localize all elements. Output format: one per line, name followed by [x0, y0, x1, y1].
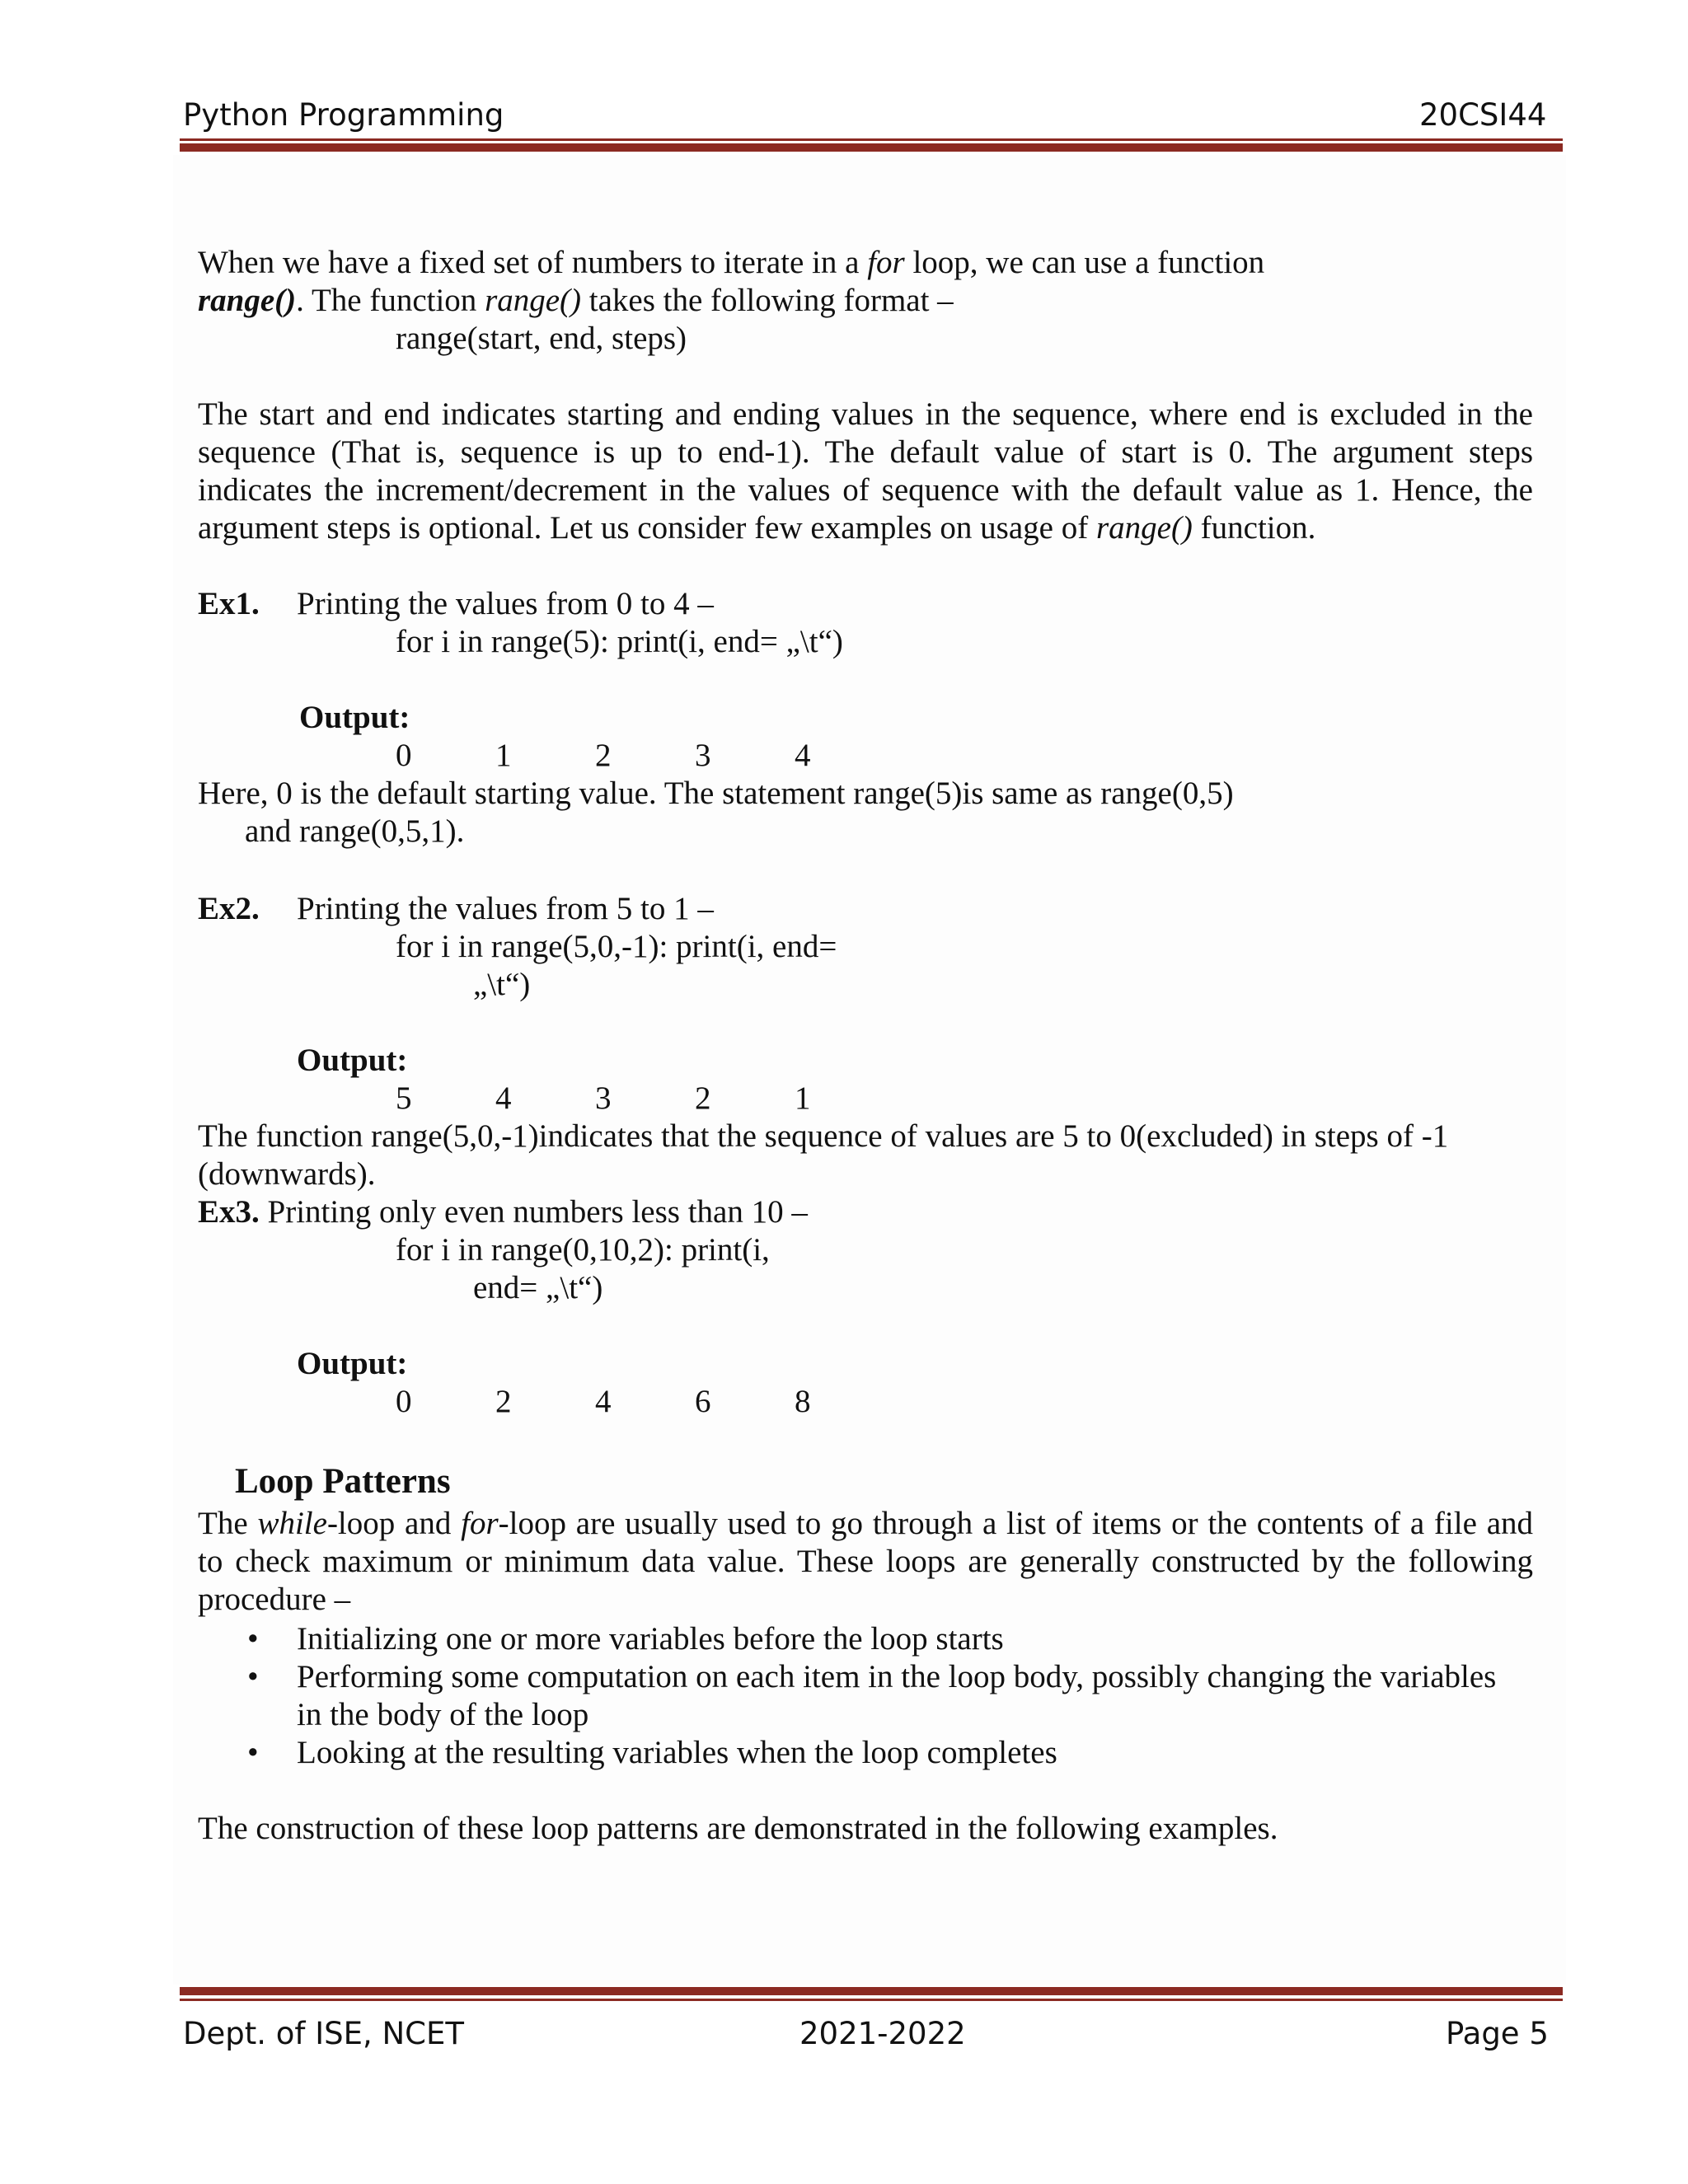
ex1-output: [396, 737, 894, 775]
output-value: 1: [795, 1080, 811, 1116]
output-value: 5: [396, 1080, 412, 1116]
ex2-title: Printing the values from 5 to 1 –: [297, 891, 714, 926]
closing-line: The construction of these loop patterns are demonstrated in the following examples.: [198, 1811, 1278, 1846]
footer-year: 2021-2022: [799, 2016, 966, 2051]
header-course-code: 20CSI44: [1419, 97, 1547, 133]
ex1-note-1: Here, 0 is the default starting value. The statement range(5)is same as range(0,5): [198, 776, 1234, 811]
ex3-code-1: for i in range(0,10,2): print(i,: [396, 1232, 770, 1268]
output-value: 4: [495, 1080, 512, 1116]
ex1-note-2: and range(0,5,1).: [245, 813, 465, 849]
header-title: Python Programming: [183, 97, 504, 133]
footer-page-number: Page 5: [1446, 2016, 1549, 2051]
header-rule-thin: [180, 138, 1563, 141]
bullet-icon: •: [247, 1621, 259, 1657]
ex2-output-label: Output:: [297, 1043, 408, 1078]
ex2-output: [396, 1080, 894, 1118]
ex2-code-1: for i in range(5,0,-1): print(i, end=: [396, 929, 837, 964]
output-value: 0: [396, 738, 412, 773]
output-value: 4: [795, 738, 811, 773]
footer-rule: [180, 1987, 1563, 1995]
ex3-output: [396, 1383, 894, 1421]
output-value: 6: [695, 1384, 711, 1419]
ex1-output-label: Output:: [299, 700, 410, 735]
intro-line-2: range(). The function range() takes the following format –: [198, 283, 954, 318]
ex2-label: Ex2.: [198, 891, 260, 926]
output-value: 2: [495, 1384, 512, 1419]
lp-line-3: procedure –: [198, 1582, 351, 1617]
para-line-2: sequence (That is, sequence is up to end-1). The default value of start is 0. The argument steps: [198, 434, 1533, 470]
ex2-note-2: (downwards).: [198, 1156, 376, 1192]
bullet-icon: •: [247, 1735, 259, 1770]
footer-rule-thin: [180, 1999, 1563, 2001]
section-heading: Loop Patterns: [235, 1462, 451, 1501]
ex2-code-2: „\t“): [473, 967, 531, 1002]
header-rule: [180, 143, 1563, 152]
output-value: 2: [695, 1080, 711, 1116]
ex1-title: Printing the values from 0 to 4 –: [297, 586, 714, 621]
para-line-4: argument steps is optional. Let us consider few examples on usage of range() function.: [198, 510, 1316, 546]
bullet-item-2: Performing some computation on each item in the loop body, possibly changing the variables: [297, 1659, 1497, 1694]
range-format: range(start, end, steps): [396, 321, 687, 356]
ex1-label: Ex1.: [198, 586, 260, 621]
output-value: 3: [695, 738, 711, 773]
ex3-code-2: end= „\t“): [473, 1270, 603, 1305]
output-value: 2: [595, 738, 612, 773]
ex2-note-1: The function range(5,0,-1)indicates that the sequence of values are 5 to 0(excluded) in steps of -1: [198, 1118, 1449, 1154]
output-value: 0: [396, 1384, 412, 1419]
lp-line-2: to check maximum or minimum data value. These loops are generally constructed by the following: [198, 1544, 1533, 1579]
lp-line-1: The while-loop and for-loop are usually used to go through a list of items or the contents of a file and: [198, 1506, 1533, 1541]
bullet-item-1: Initializing one or more variables before the loop starts: [297, 1621, 1004, 1657]
ex3-output-label: Output:: [297, 1346, 408, 1381]
para-line-3: indicates the increment/decrement in the values of sequence with the default value as 1. Hence, the: [198, 472, 1533, 508]
ex3-line: Ex3. Printing only even numbers less than 10 –: [198, 1194, 808, 1230]
output-value: 4: [595, 1384, 612, 1419]
bullet-item-3: Looking at the resulting variables when the loop completes: [297, 1735, 1057, 1770]
footer-dept: Dept. of ISE, NCET: [183, 2016, 464, 2051]
intro-line-1: When we have a fixed set of numbers to iterate in a for loop, we can use a function: [198, 245, 1265, 280]
para-line-1: The start and end indicates starting and ending values in the sequence, where end is excluded in the: [198, 396, 1533, 432]
output-value: 3: [595, 1080, 612, 1116]
output-value: 8: [795, 1384, 811, 1419]
output-value: 1: [495, 738, 512, 773]
bullet-item-2-cont: in the body of the loop: [297, 1697, 589, 1732]
bullet-icon: •: [247, 1659, 259, 1694]
ex1-code: for i in range(5): print(i, end= „\t“): [396, 624, 843, 659]
